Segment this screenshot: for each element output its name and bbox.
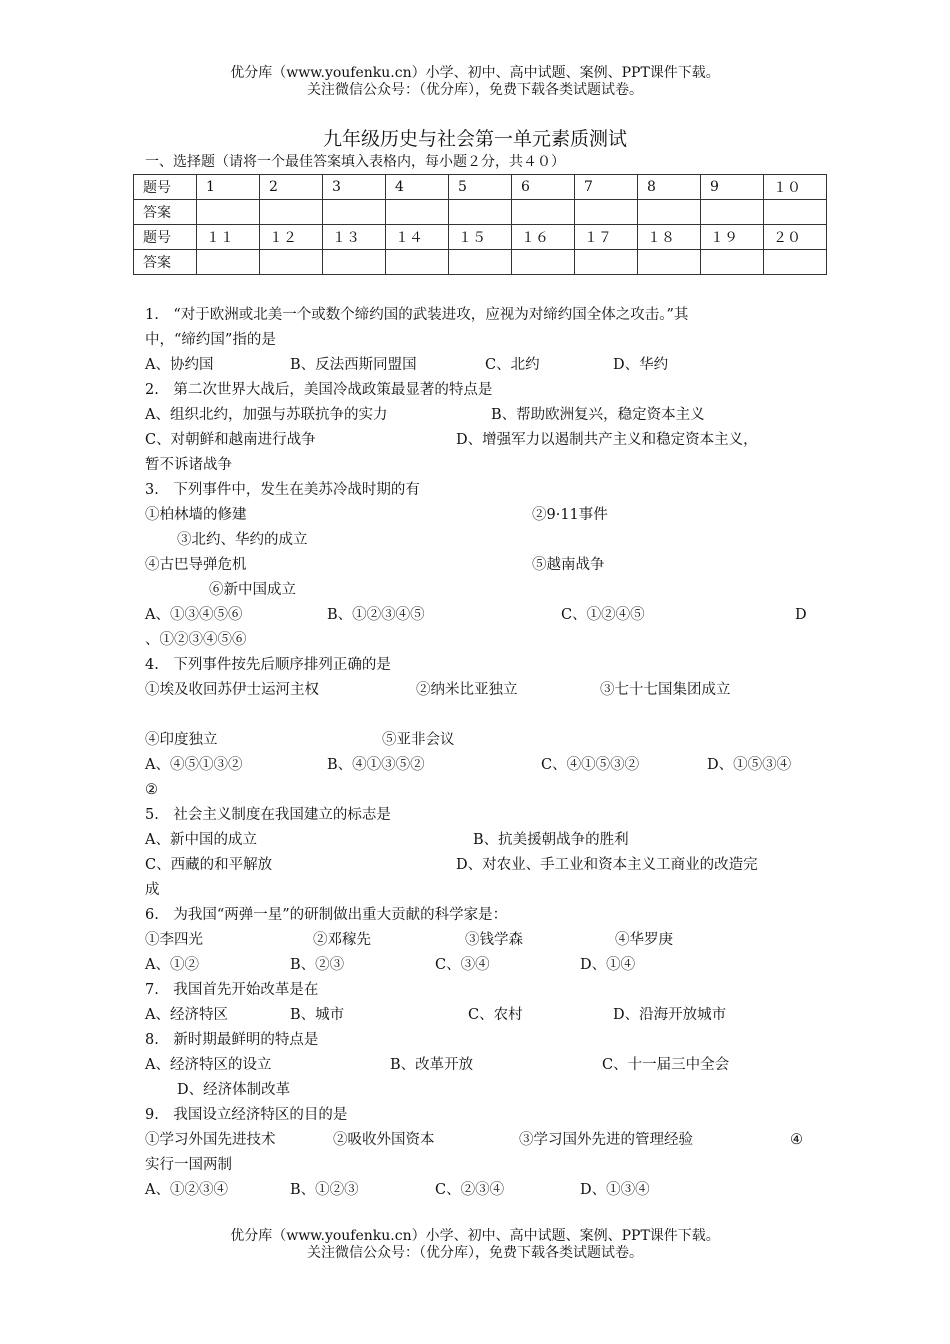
answer-cell[interactable] xyxy=(638,200,701,225)
q8-option-d: D、经济体制改革 xyxy=(177,1082,291,1098)
section-instruction: 一、选择题（请将一个最佳答案填入表格内，每小题２分，共４０） xyxy=(145,154,565,170)
q4-option-a: A、④⑤①③② xyxy=(145,757,243,773)
q1-option-c: C、北约 xyxy=(485,357,540,373)
question-number: 1 xyxy=(197,175,260,200)
header-line-2: 关注微信公众号：（优分库），免费下载各类试题试卷。 xyxy=(307,82,643,98)
q1-option-d: D、华约 xyxy=(613,357,669,373)
q5-option-b: B、抗美援朝战争的胜利 xyxy=(473,832,629,848)
row-label: 答案 xyxy=(134,250,197,275)
q5-option-d: D、对农业、手工业和资本主义工商业的改造完 xyxy=(456,857,758,873)
answer-cell[interactable] xyxy=(638,250,701,275)
q2-option-d-cont: 暂不诉诸战争 xyxy=(145,457,232,473)
question-number: 7 xyxy=(575,175,638,200)
q3-item-3: ③北约、华约的成立 xyxy=(177,532,308,548)
q6-item-3: ③钱学森 xyxy=(465,932,523,948)
q8-stem: 8. 新时期最鲜明的特点是 xyxy=(145,1032,319,1048)
question-number: １６ xyxy=(512,225,575,250)
q4-option-d-cont: ② xyxy=(145,782,158,798)
answer-cell[interactable] xyxy=(764,250,827,275)
row-label: 题号 xyxy=(134,175,197,200)
question-number: 2 xyxy=(260,175,323,200)
q2-option-b: B、帮助欧洲复兴，稳定资本主义 xyxy=(491,407,705,423)
answer-cell[interactable] xyxy=(323,200,386,225)
answer-cell[interactable] xyxy=(449,200,512,225)
row-label: 答案 xyxy=(134,200,197,225)
question-number: １７ xyxy=(575,225,638,250)
q3-item-1: ①柏林墙的修建 xyxy=(145,507,247,523)
answer-cell[interactable] xyxy=(701,200,764,225)
q9-option-c: C、②③④ xyxy=(435,1182,505,1198)
q2-option-a: A、组织北约，加强与苏联抗争的实力 xyxy=(145,407,388,423)
q6-item-4: ④华罗庚 xyxy=(615,932,673,948)
q4-item-3: ③七十七国集团成立 xyxy=(600,682,731,698)
question-number: 9 xyxy=(701,175,764,200)
q6-option-b: B、②③ xyxy=(290,957,345,973)
answer-cell[interactable] xyxy=(386,200,449,225)
answer-table xyxy=(133,174,827,275)
answer-cell[interactable] xyxy=(386,250,449,275)
answer-cell[interactable] xyxy=(764,200,827,225)
question-number: １２ xyxy=(260,225,323,250)
answer-cell[interactable] xyxy=(323,250,386,275)
q3-item-5: ⑤越南战争 xyxy=(532,557,605,573)
q3-item-2: ②9·11事件 xyxy=(532,507,608,523)
question-number: 6 xyxy=(512,175,575,200)
q4-option-c: C、④①⑤③② xyxy=(541,757,640,773)
q5-option-c: C、西藏的和平解放 xyxy=(145,857,273,873)
answer-cell[interactable] xyxy=(260,200,323,225)
q9-option-a: A、①②③④ xyxy=(145,1182,228,1198)
question-number: 4 xyxy=(386,175,449,200)
q7-option-a: A、经济特区 xyxy=(145,1007,228,1023)
answer-cell[interactable] xyxy=(701,250,764,275)
q3-stem: 3. 下列事件中，发生在美苏冷战时期的有 xyxy=(145,482,420,498)
q9-item-4-cont: 实行一国两制 xyxy=(145,1157,232,1173)
q5-option-a: A、新中国的成立 xyxy=(145,832,257,848)
q1-option-b: B、反法西斯同盟国 xyxy=(290,357,417,373)
q8-option-c: C、十一届三中全会 xyxy=(602,1057,730,1073)
q4-option-b: B、④①③⑤② xyxy=(327,757,425,773)
page-title: 九年级历史与社会第一单元素质测试 xyxy=(322,128,627,150)
q2-stem: 2. 第二次世界大战后，美国冷战政策最显著的特点是 xyxy=(145,382,493,398)
q3-option-a: A、①③④⑤⑥ xyxy=(145,607,243,623)
q6-option-c: C、③④ xyxy=(435,957,490,973)
q6-item-2: ②邓稼先 xyxy=(313,932,371,948)
q6-stem: 6. 为我国“两弹一星”的研制做出重大贡献的科学家是： xyxy=(145,907,508,923)
question-number: １０ xyxy=(764,175,827,200)
q4-item-4: ④印度独立 xyxy=(145,732,218,748)
table-row xyxy=(134,175,827,200)
table-row xyxy=(134,200,827,225)
q1-stem-1: 1. “对于欧洲或北美一个或数个缔约国的武装进攻，应视为对缔约国全体之攻击。”其 xyxy=(145,307,689,323)
q4-option-d: D、①⑤③④ xyxy=(707,757,792,773)
q5-stem: 5. 社会主义制度在我国建立的标志是 xyxy=(145,807,391,823)
answer-cell[interactable] xyxy=(512,200,575,225)
answer-cell[interactable] xyxy=(575,200,638,225)
question-number: １８ xyxy=(638,225,701,250)
table-row xyxy=(134,225,827,250)
question-number: ２０ xyxy=(764,225,827,250)
q3-option-b: B、①②③④⑤ xyxy=(327,607,425,623)
table-row xyxy=(134,250,827,275)
answer-cell[interactable] xyxy=(575,250,638,275)
question-number: １３ xyxy=(323,225,386,250)
q9-item-2: ②吸收外国资本 xyxy=(333,1132,435,1148)
q6-item-1: ①李四光 xyxy=(145,932,203,948)
q6-option-d: D、①④ xyxy=(580,957,636,973)
options-row xyxy=(145,353,811,378)
q4-item-2: ②纳米比亚独立 xyxy=(416,682,518,698)
q9-stem: 9. 我国设立经济特区的目的是 xyxy=(145,1107,348,1123)
page-footer xyxy=(0,1228,950,1262)
q9-item-4: ④ xyxy=(790,1132,803,1148)
footer-line-1: 优分库（www.youfenku.cn）小学、初中、高中试题、案例、PPT课件下载。 xyxy=(230,1228,720,1244)
q6-option-a: A、①② xyxy=(145,957,199,973)
q7-option-d: D、沿海开放城市 xyxy=(613,1007,727,1023)
answer-cell[interactable] xyxy=(197,250,260,275)
footer-line-2: 关注微信公众号：（优分库），免费下载各类试题试卷。 xyxy=(307,1245,643,1261)
q4-stem: 4. 下列事件按先后顺序排列正确的是 xyxy=(145,657,391,673)
question-number: １９ xyxy=(701,225,764,250)
q7-stem: 7. 我国首先开始改革是在 xyxy=(145,982,319,998)
question-number: １５ xyxy=(449,225,512,250)
question-number: 3 xyxy=(323,175,386,200)
q7-option-c: C、农村 xyxy=(468,1007,523,1023)
q9-item-3: ③学习国外先进的管理经验 xyxy=(519,1132,693,1148)
question-number: 8 xyxy=(638,175,701,200)
question-number: １１ xyxy=(197,225,260,250)
row-label: 题号 xyxy=(134,225,197,250)
question-number: １４ xyxy=(386,225,449,250)
q4-item-1: ①埃及收回苏伊士运河主权 xyxy=(145,682,319,698)
q1-stem-2: 中，“缔约国”指的是 xyxy=(145,332,276,348)
q3-item-6: ⑥新中国成立 xyxy=(209,582,296,598)
answer-cell[interactable] xyxy=(260,250,323,275)
answer-cell[interactable] xyxy=(197,200,260,225)
q2-option-d: D、增强军力以遏制共产主义和稳定资本主义， xyxy=(456,432,758,448)
question-stem xyxy=(145,303,811,328)
q5-option-d-cont: 成 xyxy=(145,882,160,898)
q8-option-b: B、改革开放 xyxy=(390,1057,474,1073)
q8-option-a: A、经济特区的设立 xyxy=(145,1057,272,1073)
q9-option-d: D、①③④ xyxy=(580,1182,650,1198)
page-header xyxy=(0,65,950,99)
questions-body xyxy=(145,303,811,1203)
answer-cell[interactable] xyxy=(512,250,575,275)
q2-option-c: C、对朝鲜和越南进行战争 xyxy=(145,432,316,448)
q3-option-d: D xyxy=(795,607,807,623)
answer-cell[interactable] xyxy=(449,250,512,275)
q1-option-a: A、协约国 xyxy=(145,357,214,373)
q7-option-b: B、城市 xyxy=(290,1007,345,1023)
q9-option-b: B、①②③ xyxy=(290,1182,359,1198)
question-number: 5 xyxy=(449,175,512,200)
q4-item-5: ⑤亚非会议 xyxy=(382,732,455,748)
q3-option-c: C、①②④⑤ xyxy=(561,607,645,623)
q9-item-1: ①学习外国先进技术 xyxy=(145,1132,276,1148)
header-line-1: 优分库（www.youfenku.cn）小学、初中、高中试题、案例、PPT课件下载。 xyxy=(230,65,720,81)
q3-option-d-cont: 、①②③④⑤⑥ xyxy=(145,632,247,648)
q3-item-4: ④古巴导弹危机 xyxy=(145,557,247,573)
